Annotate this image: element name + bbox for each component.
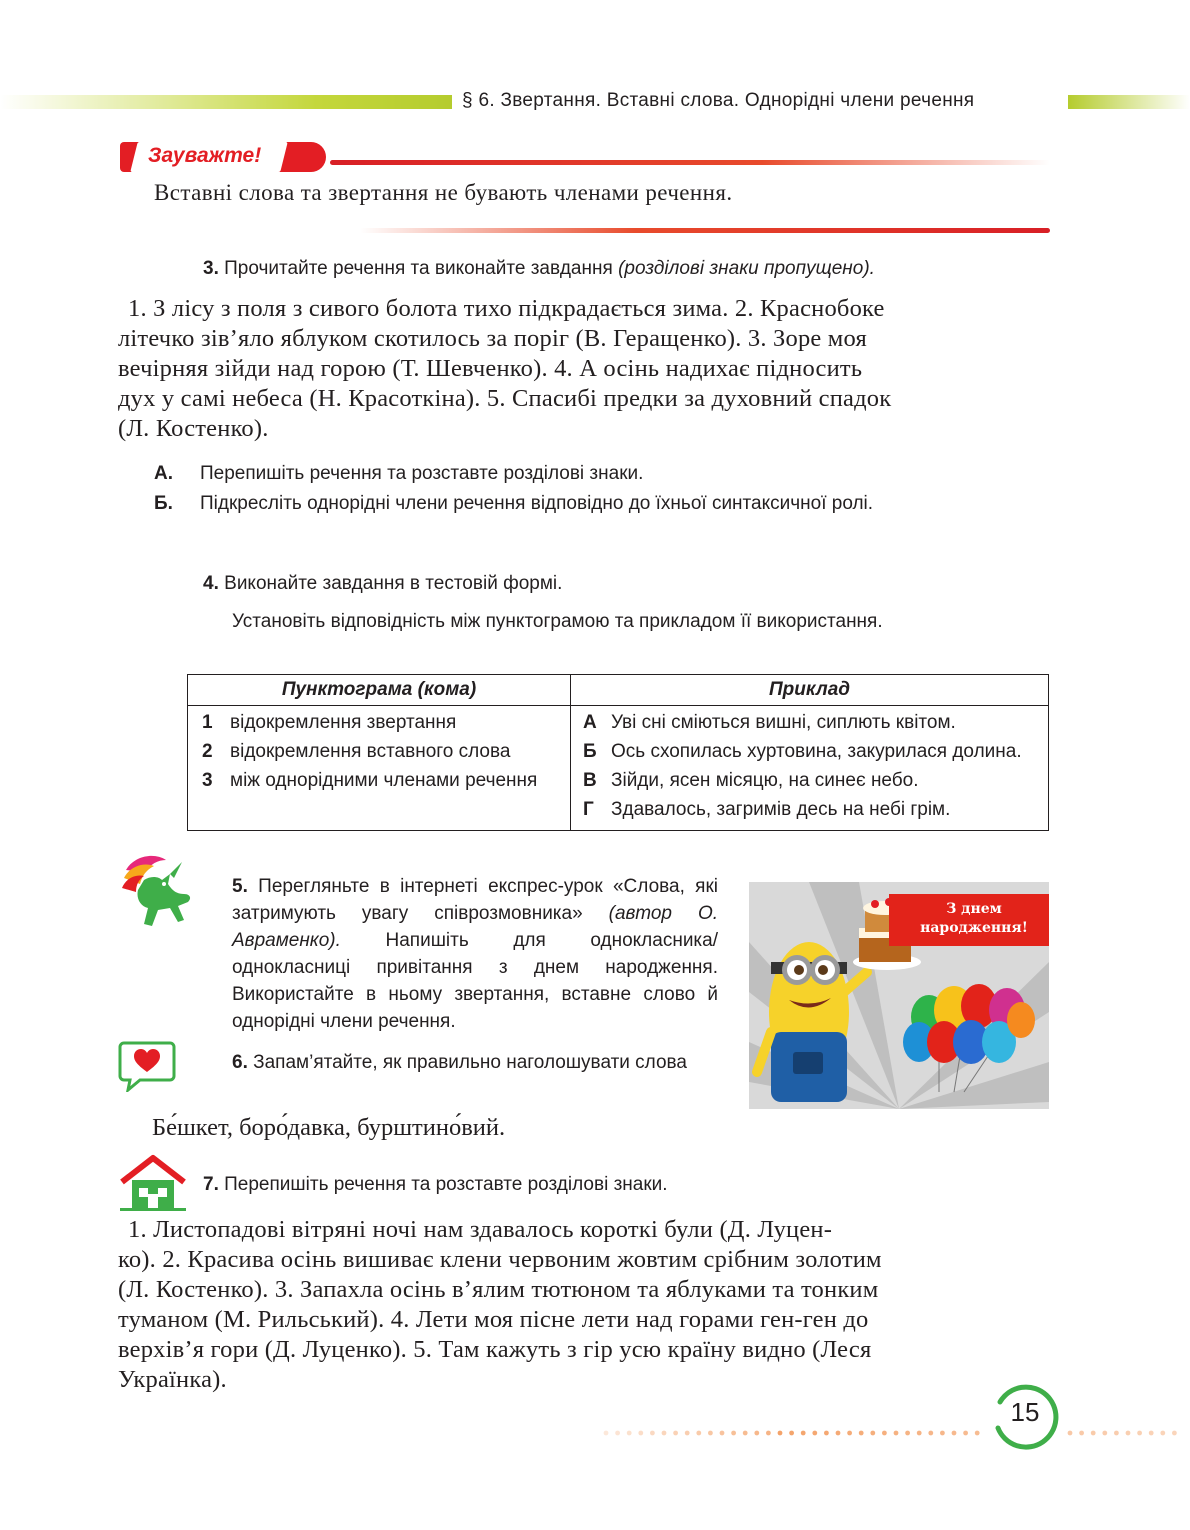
note-divider-bottom [360, 228, 1050, 233]
task6-text [232, 1049, 718, 1076]
option-text: Уві сні сміються вишні, сиплють квітом. [611, 712, 956, 733]
punctogram-table [187, 674, 1049, 831]
footer-dot [801, 1431, 806, 1436]
task3-heading [203, 258, 875, 280]
note-text: Вставні слова та звертання не бувають членами речення. [154, 180, 733, 205]
task5-number: 5. [232, 876, 248, 897]
task3-line: вечірняя зійди над горою (Т. Шевченко). 4. А осінь надихає підносить [118, 355, 863, 382]
note-tag-label: Зауважте! [148, 144, 262, 167]
footer-dot [952, 1431, 957, 1436]
page-number: 15 [1010, 1397, 1040, 1427]
task4-subinstruction: Установіть відповідність між пунктограмою та прикладом її використання. [232, 611, 883, 632]
task3-subtasks [154, 461, 964, 517]
footer-dot [1114, 1431, 1119, 1436]
option-key: В [583, 770, 597, 791]
footer-dot [1126, 1431, 1131, 1436]
footer-dot [615, 1431, 620, 1436]
unicorn-icon [114, 850, 202, 938]
task4-number: 4. [203, 573, 219, 594]
footer-dot [882, 1431, 887, 1436]
footer-dots [600, 1424, 1190, 1432]
banner-line2: народження! [920, 920, 1028, 936]
task3-line: (Л. Костенко). [118, 415, 269, 442]
option-key: Б [583, 741, 597, 762]
footer-dot [812, 1431, 817, 1436]
footer-dot [685, 1431, 690, 1436]
footer-dot [1068, 1431, 1073, 1436]
heart-icon [118, 1040, 176, 1092]
footer-dot [859, 1431, 864, 1436]
task5-text [232, 873, 718, 1035]
table-option [583, 768, 1038, 793]
task3-line: дух у самі небеса (Н. Красоткіна). 5. Спасибі предки за духовний спадок [118, 385, 892, 412]
table-option [202, 739, 560, 764]
subtask-text: Перепишіть речення та розставте розділові знаки. [200, 463, 644, 484]
footer-dot [1172, 1431, 1177, 1436]
task4-heading [203, 573, 562, 595]
footer-dot [627, 1431, 632, 1436]
subtask-item [154, 461, 964, 487]
task7-line: ко). 2. Красива осінь вишиває клени червоним жовтим срібним золотим [118, 1246, 882, 1273]
table-option [583, 797, 1038, 822]
task7-heading [203, 1174, 668, 1196]
footer-dot [963, 1431, 968, 1436]
footer-dot [720, 1431, 725, 1436]
subtask-letter: Б. [154, 493, 173, 514]
table-option [202, 710, 560, 735]
task4-instruction: Виконайте завдання в тестовій формі. [224, 573, 563, 594]
note-divider-top [330, 160, 1050, 165]
task5-author: (автор О. Авраменко). [232, 903, 718, 951]
task7-line: верхів’я гори (Д. Луценко). 5. Там кажуть з гір усю країну видно (Леся [118, 1336, 872, 1363]
table-col-punctograms [188, 706, 571, 831]
footer-dot [673, 1431, 678, 1436]
task7-number: 7. [203, 1174, 219, 1195]
header-bar-left [0, 95, 452, 109]
footer-dot [650, 1431, 655, 1436]
footer-dot [662, 1431, 667, 1436]
footer-dot [894, 1431, 899, 1436]
subtask-letter: А. [154, 463, 173, 484]
option-key: 2 [202, 741, 213, 762]
footer-dot [604, 1431, 609, 1436]
footer-dot [1137, 1431, 1142, 1436]
option-key: А [583, 712, 597, 733]
task3-instruction-note: (розділові знаки пропущено). [618, 258, 875, 279]
footer-dot [789, 1431, 794, 1436]
footer-dot [1102, 1431, 1107, 1436]
table-option [583, 710, 1038, 735]
footer-dot [928, 1431, 933, 1436]
footer-dot [708, 1431, 713, 1436]
option-text: відокремлення звертання [230, 712, 457, 733]
birthday-banner-text [899, 900, 1049, 938]
task7-instruction: Перепишіть речення та розставте розділові знаки. [224, 1174, 668, 1195]
task7-sentences [118, 1215, 1058, 1395]
footer-dot [917, 1431, 922, 1436]
task3-line: 1. З лісу з поля з сивого болота тихо підкрадається зима. 2. Краснобоке [128, 295, 885, 322]
task5-text-part1: Перегляньте в інтернеті експрес-урок «Слова, які затримують увагу співрозмовника» [232, 876, 718, 924]
task3-number: 3. [203, 258, 219, 279]
table-header-example: Приклад [571, 675, 1049, 706]
footer-dot [1149, 1431, 1154, 1436]
option-key: 3 [202, 770, 213, 791]
birthday-card-image [749, 882, 1049, 1109]
option-key: Г [583, 799, 594, 820]
header-bar-right [1068, 95, 1190, 109]
footer-dot [836, 1431, 841, 1436]
subtask-item [154, 491, 964, 517]
house-icon [118, 1154, 188, 1212]
subtask-text: Підкресліть однорідні члени речення відповідно до їхньої синтаксичної ролі. [200, 493, 874, 514]
table-option [583, 739, 1038, 764]
banner-line1: З днем [946, 901, 1002, 917]
task6-number: 6. [232, 1052, 248, 1073]
footer-dot [1160, 1431, 1165, 1436]
task3-instruction: Прочитайте речення та виконайте завдання [224, 258, 613, 279]
footer-dot [975, 1431, 980, 1436]
task7-line: Українка). [118, 1366, 227, 1393]
footer-dot [905, 1431, 910, 1436]
footer-dot [743, 1431, 748, 1436]
footer-dot [824, 1431, 829, 1436]
footer-dot [766, 1431, 771, 1436]
table-col-examples [571, 706, 1049, 831]
footer-dot [778, 1431, 783, 1436]
footer-dot [1091, 1431, 1096, 1436]
footer-dot [870, 1431, 875, 1436]
footer-dot [1079, 1431, 1084, 1436]
option-text: відокремлення вставного слова [230, 741, 511, 762]
footer-dot [940, 1431, 945, 1436]
task7-line: (Л. Костенко). 3. Запахла осінь в’ялим тютюном та яблуками та тонким [118, 1276, 879, 1303]
option-text: Ось схопилась хуртовина, закурилася долина. [611, 741, 1022, 762]
option-text: Зійди, ясен місяцю, на синеє небо. [611, 770, 919, 791]
footer-dot [754, 1431, 759, 1436]
task5-text-part2: Напишіть для однокласника/однокласниці привітання з днем народження. Використайте в ньому звертання, вставне слово й однорідні члени речення. [232, 930, 719, 1032]
option-text: між однорідними членами речення [230, 770, 538, 791]
table-header-punctogram: Пунктограма (кома) [188, 675, 571, 706]
task7-line: туманом (М. Рильський). 4. Лети моя пісне лети над горами ген-ген до [118, 1306, 869, 1333]
footer-dot [638, 1431, 643, 1436]
task6-words: Бе́шкет, боро́давка, бурштино́вий. [152, 1114, 506, 1141]
task3-line: літечко зів’яло яблуком скотилось за поріг (В. Геращенко). 3. Зоре моя [118, 325, 867, 352]
footer-dot [696, 1431, 701, 1436]
footer-dot [847, 1431, 852, 1436]
option-key: 1 [202, 712, 213, 733]
chapter-title: § 6. Звертання. Вставні слова. Однорідні члени речення [462, 90, 975, 111]
option-text: Здавалось, загримів десь на небі грім. [611, 799, 951, 820]
task6-instruction: Запам’ятайте, як правильно наголошувати слова [253, 1052, 687, 1073]
task7-line: 1. Листопадові вітряні ночі нам здавалось короткі були (Д. Луцен- [128, 1216, 833, 1243]
task3-sentences [118, 294, 1058, 444]
table-option [202, 768, 560, 793]
footer-dot [731, 1431, 736, 1436]
